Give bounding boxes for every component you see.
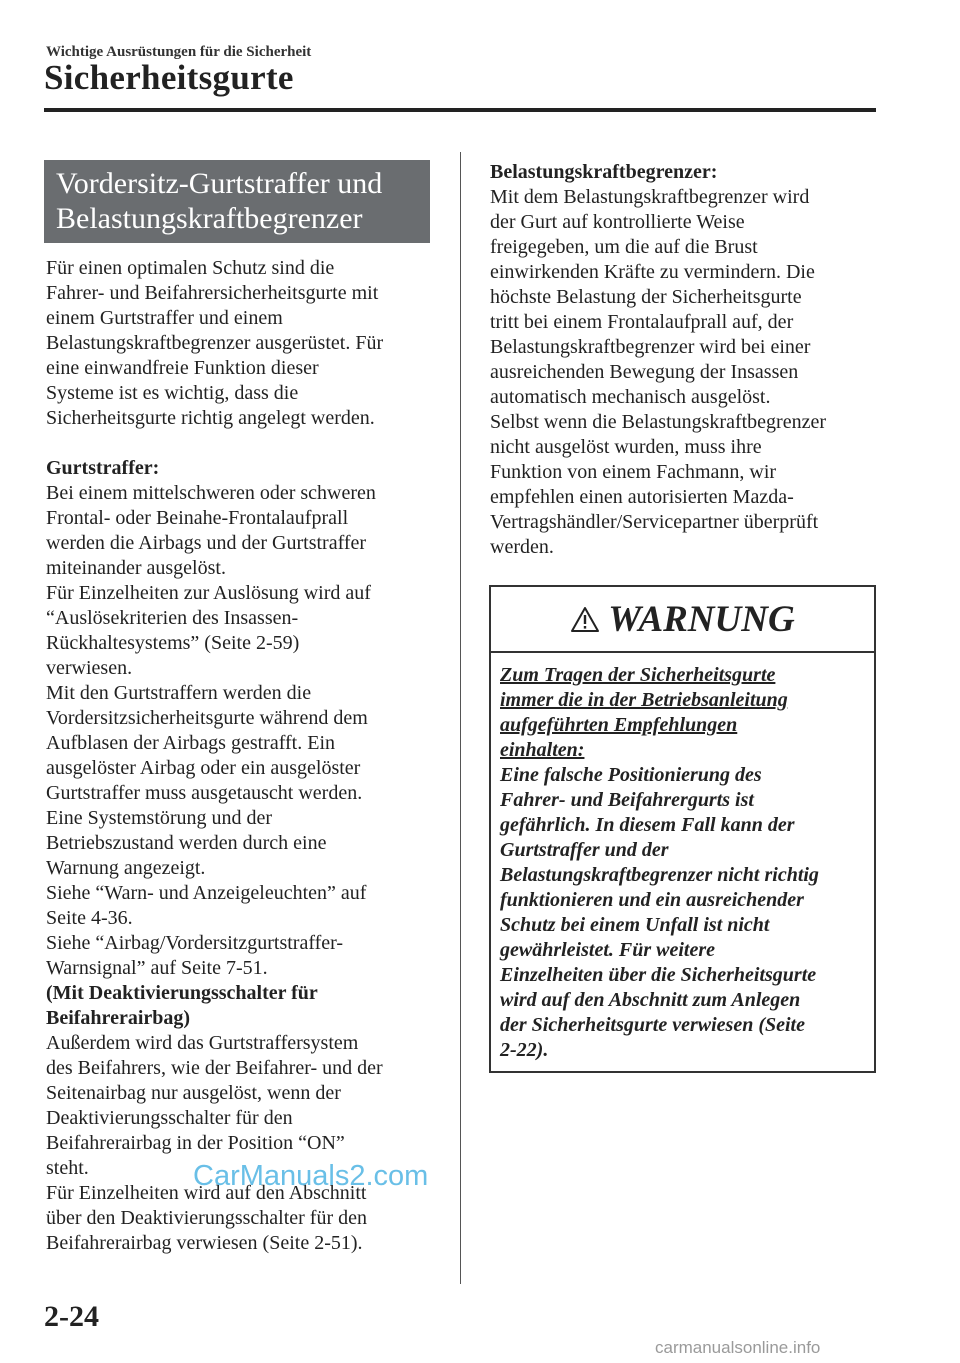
text-line: nicht ausgelöst wurden, muss ihre bbox=[490, 436, 762, 458]
text-line: Funktion von einem Fachmann, wir bbox=[490, 461, 777, 483]
deaktiv-heading-line-2: Beifahrerairbag) bbox=[46, 1007, 191, 1029]
text-line: einem Gurtstraffer und einem bbox=[46, 307, 283, 329]
warning-text-line: Einzelheiten über die Sicherheitsgurte bbox=[500, 964, 817, 986]
text-line: steht. bbox=[46, 1157, 89, 1179]
text-line: Für Einzelheiten zur Auslösung wird auf bbox=[46, 582, 371, 604]
text-line: Warnung angezeigt. bbox=[46, 857, 206, 879]
warning-text-line: der Sicherheitsgurte verwiesen (Seite bbox=[500, 1014, 805, 1036]
text-line: höchste Belastung der Sicherheitsgurte bbox=[490, 286, 802, 308]
warning-text-line: wird auf den Abschnitt zum Anlegen bbox=[500, 989, 801, 1011]
warning-underlined-line: einhalten: bbox=[500, 739, 585, 761]
text-line: “Auslösekriterien des Insassen- bbox=[46, 607, 299, 629]
text-line: Mit den Gurtstraffern werden die bbox=[46, 682, 312, 704]
text-line: werden. bbox=[490, 536, 554, 558]
text-line: Rückhaltesystems” (Seite 2-59) bbox=[46, 632, 300, 654]
text-line: freigegeben, um die auf die Brust bbox=[490, 236, 758, 258]
text-line: Selbst wenn die Belastungskraftbegrenzer bbox=[490, 411, 827, 433]
page-number: 2-24 bbox=[44, 1300, 99, 1333]
section-title-box bbox=[44, 160, 430, 243]
header-rule bbox=[44, 108, 876, 112]
chapter-subtitle: Wichtige Ausrüstungen für die Sicherheit bbox=[46, 44, 312, 60]
warning-underlined-line: immer die in der Betriebsanleitung bbox=[500, 689, 788, 711]
text-line: Siehe “Warn- und Anzeigeleuchten” auf bbox=[46, 882, 367, 904]
text-line: Sicherheitsgurte richtig angelegt werden. bbox=[46, 407, 375, 429]
section-title-line-1: Vordersitz-Gurtstraffer und bbox=[56, 167, 383, 200]
text-line: Beifahrerairbag verwiesen (Seite 2-51). bbox=[46, 1232, 363, 1254]
text-line: Systeme ist es wichtig, dass die bbox=[46, 382, 299, 404]
warning-triangle-icon bbox=[570, 606, 600, 633]
warning-text-line: Fahrer- und Beifahrergurts ist bbox=[500, 789, 754, 811]
text-line: Bei einem mittelschweren oder schweren bbox=[46, 482, 376, 504]
footer-site-link[interactable]: carmanualsonline.info bbox=[655, 1338, 821, 1357]
left-column bbox=[46, 256, 446, 1256]
warning-text-line: Eine falsche Positionierung des bbox=[500, 764, 762, 786]
text-line: verwiesen. bbox=[46, 657, 133, 679]
text-line: tritt bei einem Frontalaufprall auf, der bbox=[490, 311, 794, 333]
text-line: Für Einzelheiten wird auf den Abschnitt bbox=[46, 1182, 367, 1204]
text-line: des Beifahrers, wie der Beifahrer- und der bbox=[46, 1057, 383, 1079]
belastung-paragraph bbox=[490, 185, 880, 560]
text-line: Aufblasen der Airbags gestrafft. Ein bbox=[46, 732, 335, 754]
warning-title: WARNUNG bbox=[608, 598, 795, 640]
warning-underlined-line: Zum Tragen der Sicherheitsgurte bbox=[500, 664, 776, 686]
warning-text-line: 2-22). bbox=[500, 1039, 549, 1061]
text-line: ausgelöster Airbag oder ein ausgelöster bbox=[46, 757, 361, 779]
watermark-logo: CarManuals2.com bbox=[193, 1160, 429, 1192]
warning-text-line: Belastungskraftbegrenzer nicht richtig bbox=[500, 864, 819, 886]
text-line: Fahrer- und Beifahrersicherheitsgurte mit bbox=[46, 282, 379, 304]
text-line: automatisch mechanisch ausgelöst. bbox=[490, 386, 771, 408]
right-column bbox=[490, 160, 880, 560]
warning-header bbox=[491, 587, 874, 653]
text-line: Deaktivierungsschalter für den bbox=[46, 1107, 293, 1129]
text-line: einwirkenden Kräfte zu vermindern. Die bbox=[490, 261, 815, 283]
text-line: werden die Airbags und der Gurtstraffer bbox=[46, 532, 367, 554]
text-line: der Gurt auf kontrollierte Weise bbox=[490, 211, 745, 233]
text-line: Für einen optimalen Schutz sind die bbox=[46, 257, 335, 279]
warning-text-line: Gurtstraffer und der bbox=[500, 839, 669, 861]
deaktiv-paragraph bbox=[46, 1031, 446, 1256]
text-line: Außerdem wird das Gurtstraffersystem bbox=[46, 1032, 359, 1054]
belastung-heading: Belastungskraftbegrenzer: bbox=[490, 161, 718, 183]
warning-underlined-line: aufgeführten Empfehlungen bbox=[500, 714, 738, 736]
text-line: Vertragshändler/Servicepartner überprüft bbox=[490, 511, 819, 533]
text-line: über den Deaktivierungsschalter für den bbox=[46, 1207, 367, 1229]
text-line: miteinander ausgelöst. bbox=[46, 557, 226, 579]
gurtstraffer-heading: Gurtstraffer: bbox=[46, 457, 160, 479]
text-line: Vordersitzsicherheitsgurte während dem bbox=[46, 707, 368, 729]
warning-box bbox=[489, 585, 876, 1073]
text-line: Belastungskraftbegrenzer wird bei einer bbox=[490, 336, 811, 358]
text-line: Warnsignal” auf Seite 7-51. bbox=[46, 957, 268, 979]
text-line: Belastungskraftbegrenzer ausgerüstet. Für bbox=[46, 332, 384, 354]
text-line: eine einwandfreie Funktion dieser bbox=[46, 357, 319, 379]
warning-text-line: gefährlich. In diesem Fall kann der bbox=[500, 814, 795, 836]
deaktiv-heading-line-1: (Mit Deaktivierungsschalter für bbox=[46, 982, 318, 1004]
text-line: Eine Systemstörung und der bbox=[46, 807, 273, 829]
text-line: Gurtstraffer muss ausgetauscht werden. bbox=[46, 782, 363, 804]
intro-paragraph bbox=[46, 256, 446, 431]
text-line: empfehlen einen autorisierten Mazda- bbox=[490, 486, 794, 508]
warning-text-line: funktionieren und ein ausreichender bbox=[500, 889, 804, 911]
page-title: Sicherheitsgurte bbox=[44, 58, 294, 97]
text-line: Siehe “Airbag/Vordersitzgurtstraffer- bbox=[46, 932, 344, 954]
text-line: Frontal- oder Beinahe-Frontalaufprall bbox=[46, 507, 349, 529]
text-line: Seite 4-36. bbox=[46, 907, 133, 929]
warning-text-line: Schutz bei einem Unfall ist nicht bbox=[500, 914, 770, 936]
text-line: Beifahrerairbag in der Position “ON” bbox=[46, 1132, 345, 1154]
text-line: Seitenairbag nur ausgelöst, wenn der bbox=[46, 1082, 341, 1104]
column-divider bbox=[460, 152, 461, 1284]
text-line: Mit dem Belastungskraftbegrenzer wird bbox=[490, 186, 810, 208]
text-line: ausreichenden Bewegung der Insassen bbox=[490, 361, 799, 383]
warning-text-line: gewährleistet. Für weitere bbox=[500, 939, 715, 961]
gurtstraffer-paragraph bbox=[46, 481, 446, 981]
text-line: Betriebszustand werden durch eine bbox=[46, 832, 327, 854]
section-title-line-2: Belastungskraftbegrenzer bbox=[56, 202, 363, 235]
warning-body bbox=[491, 653, 874, 1063]
